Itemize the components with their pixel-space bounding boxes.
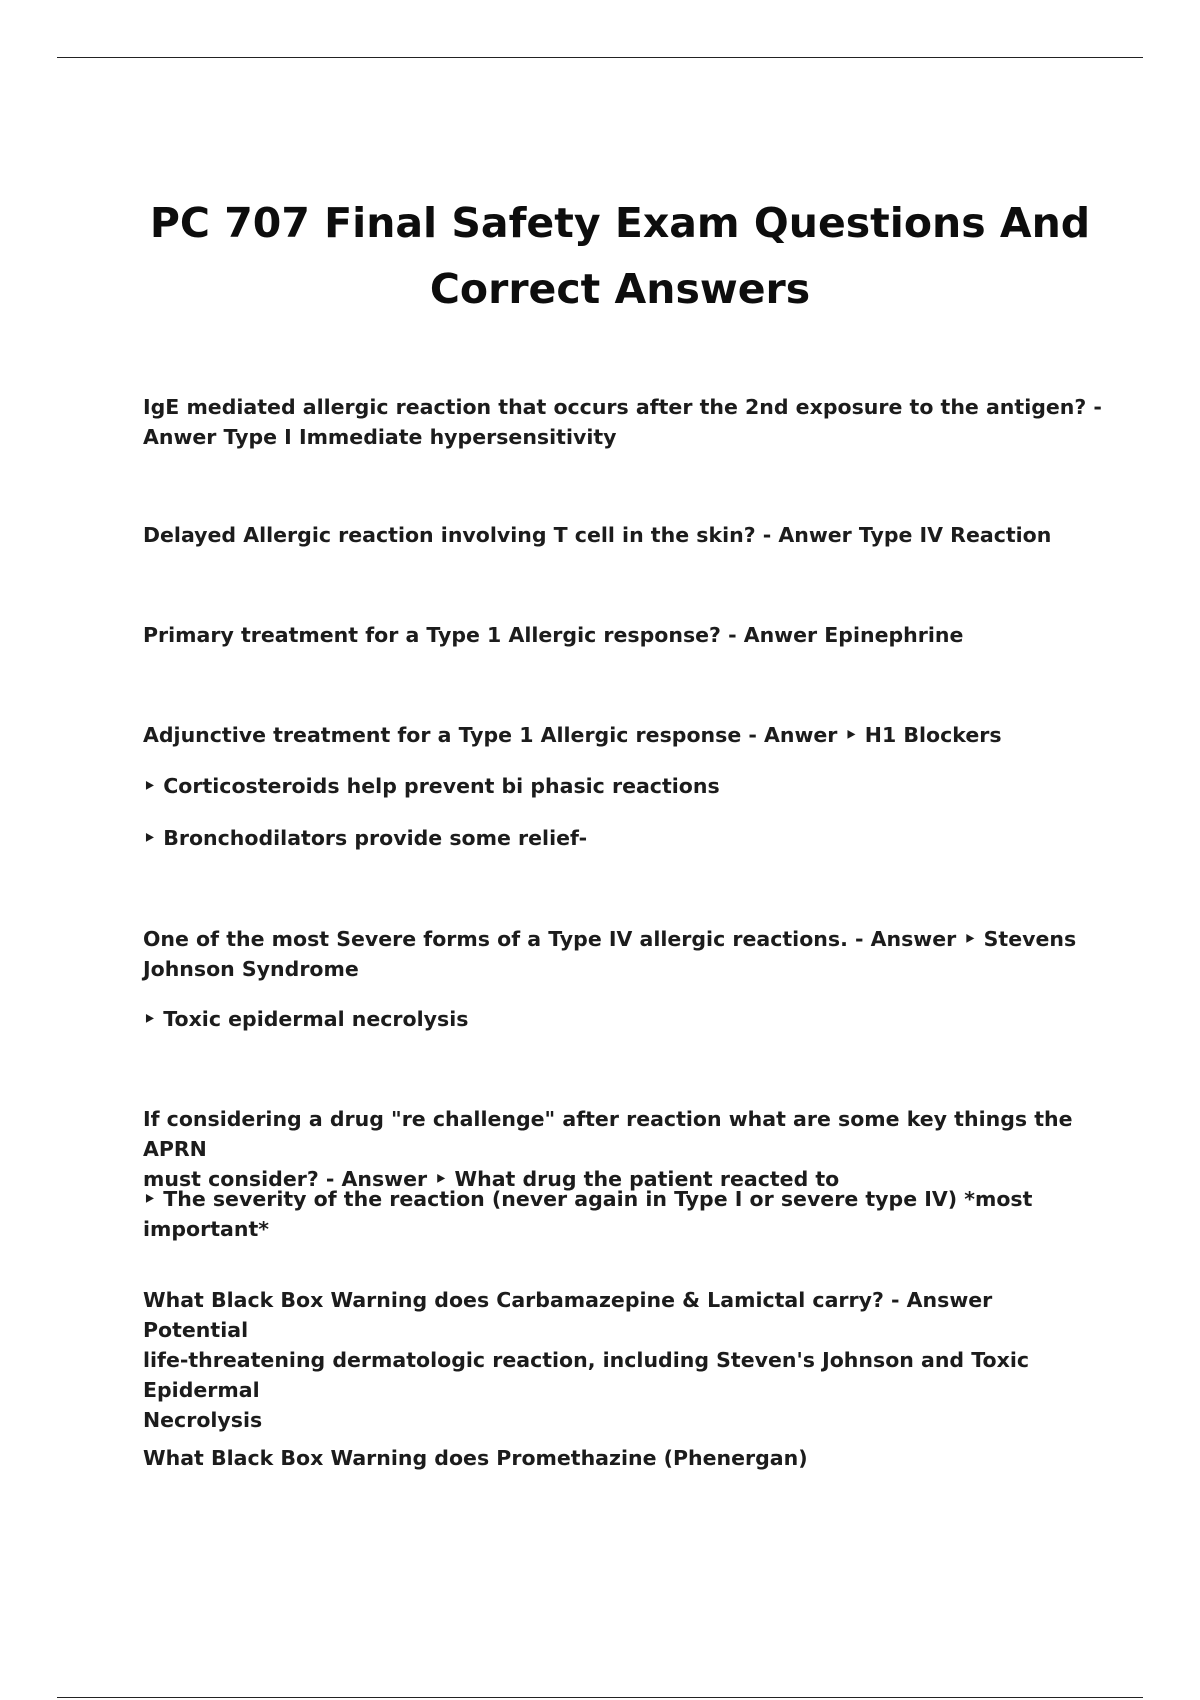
document-title — [120, 190, 1120, 322]
qa-delayed-allergic — [143, 520, 1103, 550]
qa-line: If considering a drug "re challenge" after reaction what are some key things the APRN — [143, 1107, 1073, 1161]
qa-line: ‣ Toxic epidermal necrolysis — [143, 1007, 469, 1031]
qa-line: ‣ The severity of the reaction (never again in Type I or severe type IV) *most important* — [143, 1187, 1033, 1241]
qa-black-box-carbamazepine — [143, 1285, 1103, 1435]
qa-line: life-threatening dermatologic reaction, including Steven's Johnson and Toxic Epidermal — [143, 1348, 1029, 1402]
qa-line: ‣ Corticosteroids help prevent bi phasic reactions — [143, 774, 720, 798]
header-rule — [57, 57, 1143, 58]
qa-line: Necrolysis — [143, 1408, 263, 1432]
qa-ige-mediated — [143, 392, 1103, 452]
qa-line: IgE mediated allergic reaction that occurs after the 2nd exposure to the antigen? - — [143, 395, 1102, 419]
qa-line: Adjunctive treatment for a Type 1 Allergic response - Anwer ‣ H1 Blockers — [143, 723, 1002, 747]
qa-line: Anwer Type I Immediate hypersensitivity — [143, 425, 617, 449]
qa-severe-type-iv — [143, 924, 1103, 984]
qa-line: What Black Box Warning does Carbamazepine & Lamictal carry? - Answer Potential — [143, 1288, 993, 1342]
qa-bullet-severity — [143, 1184, 1103, 1244]
qa-drug-rechallenge — [143, 1104, 1103, 1194]
qa-line: ‣ Bronchodilators provide some relief- — [143, 826, 588, 850]
title-line-1: PC 707 Final Safety Exam Questions And — [149, 199, 1091, 247]
qa-bullet-bronchodilators — [143, 823, 1103, 853]
qa-black-box-promethazine — [143, 1443, 1103, 1473]
qa-line: What Black Box Warning does Promethazine (Phenergan) — [143, 1446, 808, 1470]
qa-line: Johnson Syndrome — [143, 957, 359, 981]
qa-adjunctive-treatment — [143, 720, 1103, 750]
title-line-2: Correct Answers — [429, 265, 811, 313]
qa-bullet-corticosteroids — [143, 771, 1103, 801]
qa-primary-treatment — [143, 620, 1103, 650]
qa-bullet-toxic-epidermal — [143, 1004, 1103, 1034]
footer-rule — [57, 1697, 1143, 1698]
qa-line: One of the most Severe forms of a Type IV allergic reactions. - Answer ‣ Stevens — [143, 927, 1077, 951]
qa-line: Delayed Allergic reaction involving T cell in the skin? - Anwer Type IV Reaction — [143, 523, 1052, 547]
qa-line: must consider? - Answer ‣ What drug the patient reacted to — [143, 1167, 840, 1191]
qa-line: Primary treatment for a Type 1 Allergic response? - Anwer Epinephrine — [143, 623, 964, 647]
